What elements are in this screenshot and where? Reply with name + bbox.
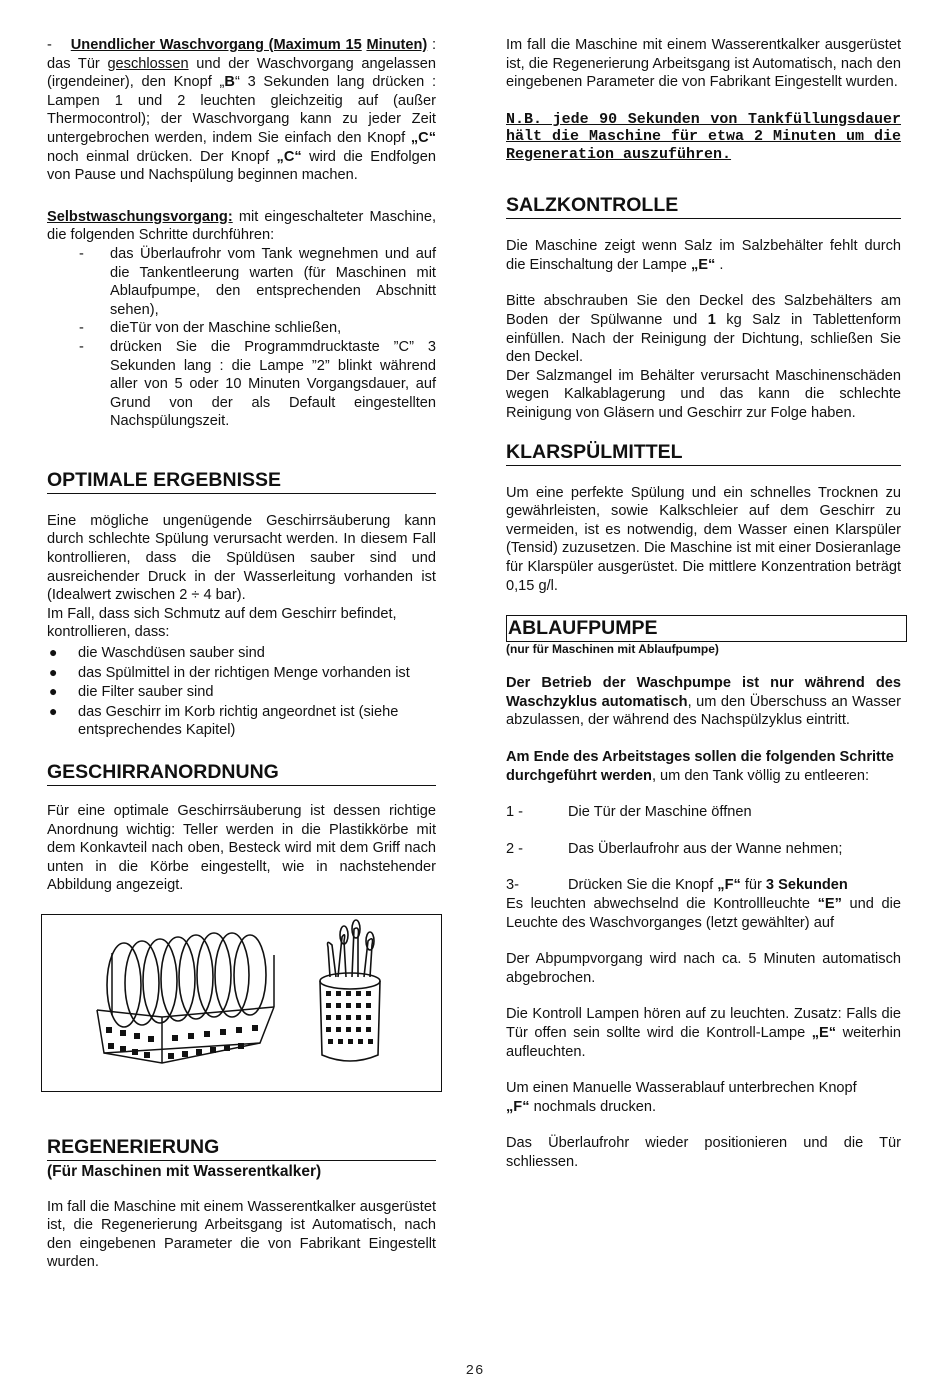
closed-word: geschlossen [107, 55, 189, 72]
salt-amount: 1 [707, 312, 716, 329]
text: das Überlaufrohr vom Tank wegnehmen und auf die Tankentleerung warten (für Maschinen mit Ablaufpumpe, den entsprechenden Abschnitt sehen), [110, 245, 436, 318]
key-e: “E” [817, 895, 842, 912]
duration: 3 Sekunden [765, 877, 848, 894]
regeneration-note: N.B. jede 90 Sekunden von Tankfüllungsdauer hält die Maschine für etwa 2 Minuten um die Regeneration auszuführen. [506, 110, 901, 163]
pump-step-2 [506, 840, 901, 859]
dash: - [47, 37, 52, 53]
pump-paragraph-2 [506, 748, 901, 785]
key-e: „E“ [811, 1024, 837, 1041]
salt-paragraph-3: Der Salzmangel im Behälter verursacht Maschinenschäden wegen Kalkablagerung und das kann die schlechte Reinigung von Gläsern und Geschirr zur Folge haben. [506, 367, 901, 422]
pump-paragraph-6: Das Überlaufrohr wieder positionieren und die Tür schliessen. [506, 1135, 901, 1170]
pump-step-1 [506, 803, 901, 822]
step-number: 3- [506, 877, 519, 894]
section-heading-salt: SALZKONTROLLE [506, 193, 901, 219]
page-number: 26 [465, 1363, 485, 1379]
text: Es leuchten abwechselnd die Kontrollleuchte [506, 895, 818, 912]
text: Das Überlaufrohr aus der Wanne nehmen; [568, 840, 843, 857]
list-item: - drücken Sie die Programmdrucktaste ”C” 3 Sekunden lang : die Lampe ”2” blinkt während aller von 5 oder 10 Minuten Vorgangsdauer, auf Grund von der als Default eingestellten Nachspülungszeit. [79, 338, 436, 430]
pump-note: (nur für Maschinen mit Ablaufpumpe) [506, 642, 719, 657]
infinite-wash-title-2: Minuten) [366, 37, 428, 53]
key-f: „F“ [717, 877, 741, 894]
text: Die Kontroll Lampen hören auf zu leuchten. Zusatz: Falls die Tür offen sein sollte wird die Kontroll-Lampe [506, 1006, 901, 1041]
self-wash-steps [47, 245, 436, 431]
section-heading-optimal: OPTIMALE ERGEBNISSE [47, 468, 436, 494]
dish-rack-illustration [41, 914, 442, 1092]
step-number: 2 - [506, 840, 524, 857]
pump-paragraph-1 [506, 674, 901, 730]
text: das Geschirr im Korb richtig angeordnet ist (siehe entsprechendes Kapitel) [78, 703, 399, 739]
section-heading-rinse: KLARSPÜLMITTEL [506, 440, 901, 466]
text: dieTür von der Maschine schließen, [110, 320, 342, 337]
text: die Waschdüsen sauber sind [78, 645, 265, 662]
pump-paragraph-5 [506, 1079, 901, 1116]
key-f: „F“ [506, 1098, 530, 1115]
text: “ 3 Sekunden lang drücken : Lampen 1 und 2 leuchten gleichzeitig auf (außer Thermocontrol); der Waschvorgang kann zu jeder Zeit untergebrochen werden, indem Sie einfach den Knopf [47, 74, 436, 146]
optimal-paragraph: Eine mögliche ungenügende Geschirrsäuberung kann durch schlechte Spülung verursacht werden. In diesem Fall kontrollieren, dass die Spüldüsen sauber sind und ausreichender Druck in der Wasserleitung vorhanden ist (Idealwert zwischen 2 ÷ 4 bar). [47, 512, 436, 604]
text: noch einmal drücken. Der Knopf [47, 148, 277, 165]
key-c: „C“ [276, 148, 302, 165]
regeneration-paragraph-right: Im fall die Maschine mit einem Wasserentkalker ausgerüstet ist, die Regenerierung Arbeitsgang ist Automatisch, nach den eingebenen Parameter die von Fabrikant Eingestellt wurden. [506, 37, 901, 91]
key-e: „E“ [690, 256, 716, 273]
list-item: ● das Spülmittel in der richtigen Menge vorhanden ist [49, 663, 410, 681]
key-c: „C“ [410, 129, 436, 146]
list-item: ● das Geschirr im Korb richtig angeordnet ist (siehe entsprechendes Kapitel) [49, 702, 399, 739]
right-column [506, 36, 901, 1171]
text: Die Tür der Maschine öffnen [568, 804, 752, 821]
bold-text: Der Betrieb der Waschpumpe ist nur während des Waschzyklus automatisch [506, 675, 901, 710]
infinite-wash-title: Unendlicher Waschvorgang (Maximum 15 [70, 37, 362, 53]
regeneration-paragraph: Im fall die Maschine mit einem Wasserentkalker ausgerüstet ist, die Regenerierung Arbeitsgang ist Automatisch, nach den eingebenen Parameter die von Fabrikant Eingestellt wurden. [47, 1198, 436, 1271]
bold-text: Am Ende des Arbeitstages sollen die folgenden Schritte durchgeführt werden [506, 748, 894, 784]
pump-paragraph-4 [506, 1005, 901, 1061]
text: : das Tür [47, 37, 437, 72]
text: und der Waschvorgang angelassen (irgendeiner), den Knopf „ [47, 55, 436, 91]
infinite-wash-paragraph [47, 36, 436, 185]
pump-step-3 [506, 876, 901, 895]
self-wash-paragraph [47, 208, 436, 245]
text: . [715, 256, 724, 273]
list-item: ● die Waschdüsen sauber sind [49, 644, 265, 662]
list-item: ● die Filter sauber sind [49, 683, 214, 701]
text: Die Maschine zeigt wenn Salz im Salzbehälter fehlt durch die Einschaltung der Lampe [506, 238, 901, 273]
list-item: - das Überlaufrohr vom Tank wegnehmen und auf die Tankentleerung warten (für Maschinen mit Ablaufpumpe, den entsprechenden Abschnitt sehen), [79, 245, 436, 318]
text: wird die Endfolgen von Pause und Nachspülung beginnen machen. [47, 148, 436, 184]
text: mit eingeschalteter Maschine, die folgenden Schritte durchführen: [47, 208, 436, 244]
pump-paragraph-3: Der Abpumpvorgang wird nach ca. 5 Minuten automatisch abgebrochen. [506, 951, 901, 986]
optimal-bullets [47, 644, 436, 740]
salt-paragraph-1 [506, 237, 901, 274]
optimal-paragraph-2: Im Fall, dass sich Schmutz auf dem Geschirr befindet, kontrollieren, dass: [47, 605, 397, 641]
text: das Spülmittel in der richtigen Menge vorhanden ist [78, 664, 410, 681]
text: Drücken Sie die Knopf [568, 877, 718, 894]
text: Um einen Manuelle Wasserablauf unterbrechen Knopf [506, 1080, 857, 1097]
dish-rack-drawing [42, 915, 441, 1091]
self-wash-title: Selbstwaschungsvorgang: [47, 208, 233, 225]
text: , um den Überschuss an Wasser abzulassen, der während des Nachspülzyklus eintritt. [506, 693, 901, 729]
text: und die Leuchte des Waschvorganges (letzt gewählter) auf [506, 895, 901, 931]
text: kg Salz in Tablettenform einfüllen. Nach der Reinigung der Dichtung, schließen Sie den Deckel. [506, 312, 901, 366]
text: nochmals drucken. [529, 1098, 657, 1115]
text: drücken Sie die Programmdrucktaste ”C” 3 Sekunden lang : die Lampe ”2” blinkt während aller von 5 oder 10 Minuten Vorgangsdauer, auf Grund von der als Default eingestellten Nachspülungszeit. [110, 338, 436, 430]
step-number: 1 - [506, 804, 524, 821]
section-heading-regeneration: REGENERIERUNG [47, 1135, 436, 1161]
key-b: B [224, 74, 235, 91]
rinse-paragraph: Um eine perfekte Spülung und ein schnelles Trocknen zu gewährleisten, sowie Kalkschleier auf dem Geschirr zu vermeiden, ist es notwendig, dem Wasser einen Klarspüler (Tensid) zuzusetzen. Die Maschine ist mit einer Dosieranlage für Klarspüler ausgerüstet. Die mittlere Konzentration beträgt 0,15 g/l. [506, 484, 902, 594]
pump-step-3-detail [506, 895, 901, 932]
left-column [47, 36, 436, 1272]
text: für [740, 877, 766, 894]
pump-heading-box [506, 615, 907, 642]
section-heading-pump: ABLAUFPUMPE [508, 617, 658, 640]
section-heading-arrangement: GESCHIRRANORDNUNG [47, 760, 436, 786]
text: Bitte abschrauben Sie den Deckel des Salzbehälters am Boden der Spülwanne und [506, 293, 901, 329]
salt-paragraph-2 [506, 292, 901, 366]
list-item: - dieTür von der Maschine schließen, [79, 320, 342, 337]
text: , um den Tank völlig zu entleeren: [651, 767, 870, 784]
text: die Filter sauber sind [78, 684, 214, 701]
arrangement-paragraph: Für eine optimale Geschirrsäuberung ist dessen richtige Anordnung wichtig: Teller werden in die Plastikkörbe mit dem Konkavteil nach oben, Besteck wird mit dem Griff nach unten in die Körbe eingestellt, wie in nachstehender Abbildung angezeigt. [47, 803, 436, 894]
text: weiterhin aufleuchten. [506, 1024, 901, 1060]
regeneration-subheading: (Für Maschinen mit Wasserentkalker) [47, 1162, 322, 1180]
